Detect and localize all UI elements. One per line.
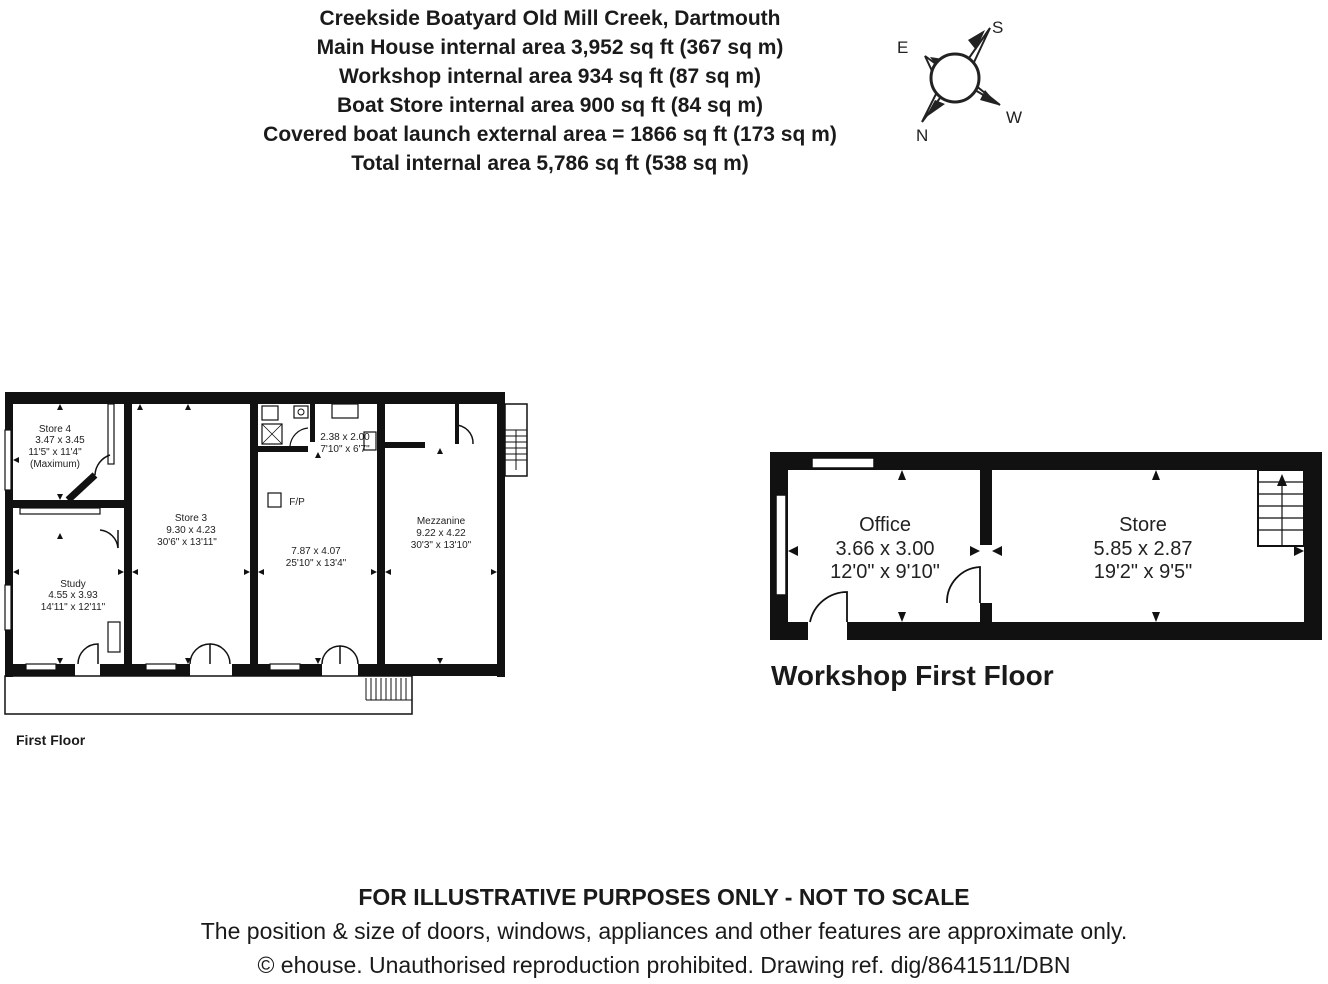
- total-area: Total internal area 5,786 sq ft (538 sq m): [351, 152, 749, 175]
- central-room-imperial: 25'10" x 13'4": [285, 558, 347, 569]
- store-imperial: 19'2" x 9'5": [1093, 561, 1193, 583]
- fireplace-label: F/P: [289, 497, 305, 508]
- approximation-note: The position & size of doors, windows, appliances and other features are approximate only.: [200, 918, 1128, 944]
- workshop-floor-title: Workshop First Floor: [771, 660, 1054, 691]
- central-room-metric: 7.87 x 4.07: [291, 546, 341, 557]
- mezzanine-metric: 9.22 x 4.22: [416, 528, 466, 539]
- copyright-line: © ehouse. Unauthorised reproduction prohibited. Drawing ref. dig/8641511/DBN: [257, 952, 1071, 978]
- study-metric: 4.55 x 3.93: [48, 590, 98, 601]
- store3-imperial: 30'6" x 13'11": [157, 537, 217, 548]
- store3-name: Store 3: [174, 513, 208, 524]
- office-metric: 3.66 x 3.00: [835, 538, 935, 560]
- compass: [897, 18, 1022, 145]
- office-name: Office: [859, 514, 911, 536]
- store4-metric: 3.47 x 3.45: [35, 435, 85, 446]
- boat-launch-area: Covered boat launch external area = 1866 sq ft (173 sq m): [263, 123, 837, 146]
- main-house-area: Main House internal area 3,952 sq ft (367 sq m): [316, 36, 784, 59]
- bathroom-imperial: 7'10" x 6'7": [320, 444, 370, 455]
- store4-imperial: 11'5" x 11'4": [28, 447, 82, 458]
- store-name: Store: [1119, 514, 1167, 536]
- disclaimer: FOR ILLUSTRATIVE PURPOSES ONLY - NOT TO SCALE: [358, 884, 970, 910]
- office-imperial: 12'0" x 9'10": [830, 561, 940, 583]
- compass-south-label: S: [992, 18, 1004, 37]
- plan-title: Creekside Boatyard Old Mill Creek, Dartmouth: [319, 7, 781, 30]
- first-floor-title: First Floor: [16, 732, 86, 748]
- bathroom-metric: 2.38 x 2.00: [320, 432, 370, 443]
- mezzanine-name: Mezzanine: [416, 516, 466, 527]
- compass-west-label: W: [1006, 108, 1023, 127]
- study-imperial: 14'11" x 12'11": [40, 602, 106, 613]
- store-metric: 5.85 x 2.87: [1093, 538, 1193, 560]
- store4-name: Store 4: [38, 424, 72, 435]
- store4-note: (Maximum): [30, 459, 80, 470]
- compass-east-label: E: [897, 38, 909, 57]
- boat-store-area: Boat Store internal area 900 sq ft (84 sq m): [337, 94, 763, 117]
- mezzanine-imperial: 30'3" x 13'10": [410, 540, 472, 551]
- compass-north-label: N: [916, 126, 929, 145]
- workshop-area: Workshop internal area 934 sq ft (87 sq m): [338, 65, 762, 88]
- study-name: Study: [60, 579, 86, 590]
- store3-metric: 9.30 x 4.23: [166, 525, 216, 536]
